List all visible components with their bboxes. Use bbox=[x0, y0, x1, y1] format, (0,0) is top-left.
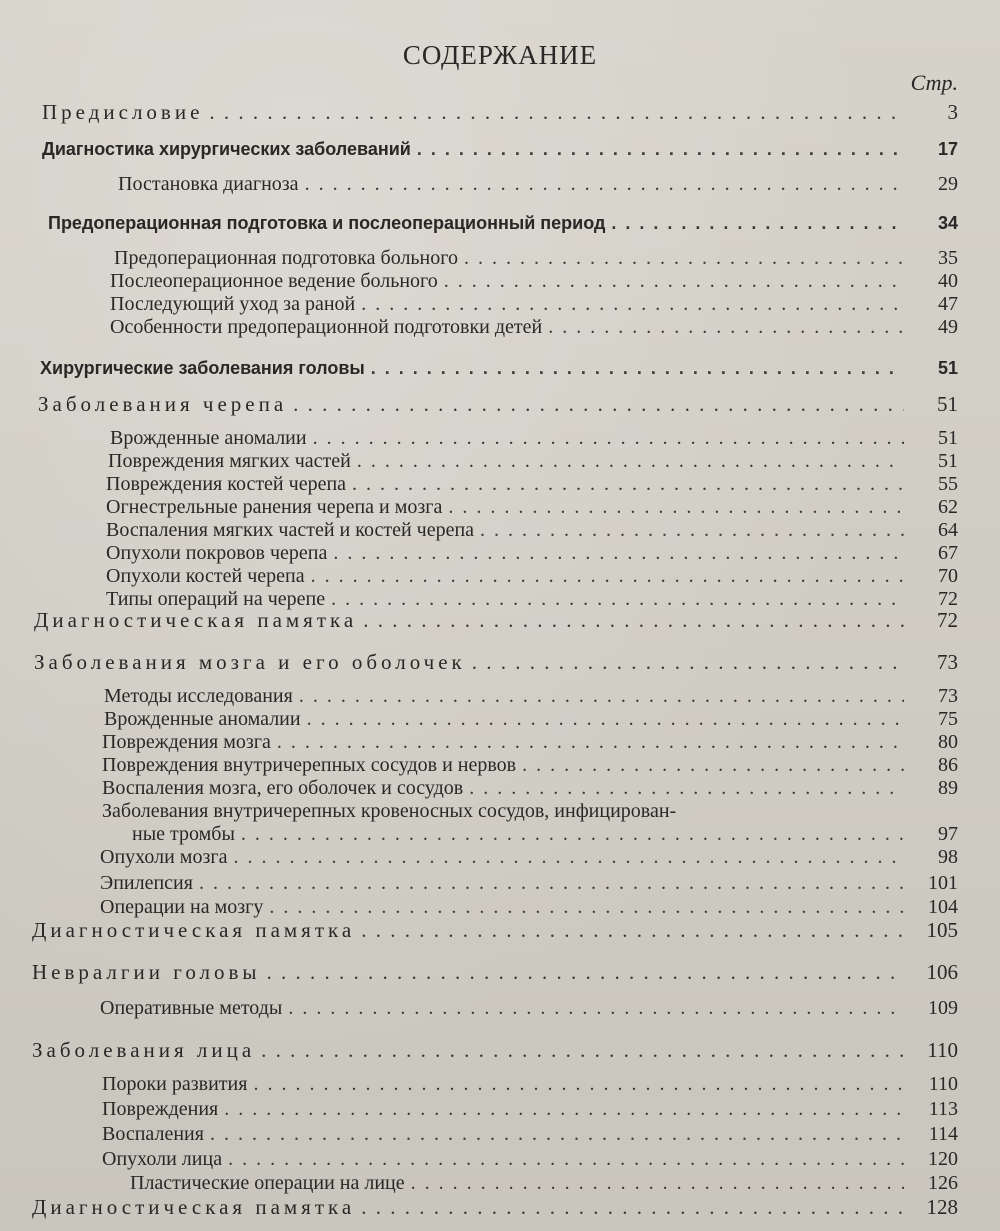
dot-leader bbox=[480, 518, 904, 542]
toc-entry bbox=[32, 1038, 958, 1062]
dot-leader bbox=[313, 426, 904, 450]
toc-entry-label: Особенности предоперационной подготовки детей bbox=[110, 316, 543, 338]
toc-entry bbox=[102, 776, 958, 800]
toc-entry-label: Пороки развития bbox=[102, 1073, 248, 1095]
toc-entry bbox=[104, 684, 958, 708]
toc-entry bbox=[42, 137, 958, 161]
dot-leader bbox=[417, 137, 904, 161]
toc-entry-page: 51 bbox=[937, 392, 958, 416]
toc-entry-page: 97 bbox=[938, 823, 958, 845]
toc-entry bbox=[106, 564, 958, 588]
dot-leader bbox=[522, 753, 904, 777]
toc-entry bbox=[102, 1147, 958, 1171]
toc-entry-label: Опухоли мозга bbox=[100, 846, 228, 868]
toc-entry-label: Операции на мозгу bbox=[100, 896, 264, 918]
toc-entry bbox=[114, 246, 958, 270]
toc-entry-label: Воспаления мозга, его оболочек и сосудов bbox=[102, 777, 464, 799]
toc-entry-page: 109 bbox=[928, 997, 958, 1019]
toc-entry-page: 17 bbox=[937, 139, 958, 159]
dot-leader bbox=[333, 541, 904, 565]
toc-entry-label: Опухоли лица bbox=[102, 1148, 223, 1170]
dot-leader bbox=[307, 707, 904, 731]
toc-entry-page: 72 bbox=[937, 608, 958, 632]
dot-leader bbox=[277, 730, 904, 754]
toc-entry-page: 80 bbox=[938, 731, 958, 753]
toc-entry-page: 47 bbox=[938, 293, 958, 315]
toc-entry bbox=[130, 1171, 958, 1195]
toc-entry bbox=[102, 1072, 958, 1096]
toc-entry bbox=[132, 822, 958, 846]
toc-entry bbox=[100, 871, 958, 895]
toc-entry bbox=[106, 541, 958, 565]
toc-entry-label: Предоперационная подготовка и послеоперационный период bbox=[48, 213, 606, 233]
toc-entry-page: 62 bbox=[938, 496, 958, 518]
toc-entry-page: 51 bbox=[938, 427, 958, 449]
toc-entry-label: Диагностическая памятка bbox=[32, 918, 356, 942]
dot-leader bbox=[299, 684, 904, 708]
toc-entry-label: Врожденные аномалии bbox=[104, 708, 301, 730]
dot-leader bbox=[472, 650, 904, 674]
dot-leader bbox=[361, 1195, 904, 1219]
toc-entry bbox=[102, 1097, 958, 1121]
toc-entry-page: 105 bbox=[926, 918, 958, 942]
toc-entry-page: 120 bbox=[928, 1148, 958, 1170]
toc-entry-page: 106 bbox=[926, 960, 958, 984]
toc-entry-label: Врожденные аномалии bbox=[110, 427, 307, 449]
toc-entry-page: 89 bbox=[938, 777, 958, 799]
toc-entry bbox=[100, 845, 958, 869]
toc-entry bbox=[34, 650, 958, 674]
toc-entry bbox=[38, 392, 958, 416]
dot-leader bbox=[199, 871, 904, 895]
toc-entry-page: 86 bbox=[938, 754, 958, 776]
toc-entry-page: 70 bbox=[938, 565, 958, 587]
dot-leader bbox=[253, 1072, 904, 1096]
toc-entry bbox=[32, 918, 958, 942]
toc-entry-label: Диагностическая памятка bbox=[34, 608, 358, 632]
toc-entry bbox=[42, 100, 958, 124]
toc-entry-page: 49 bbox=[938, 316, 958, 338]
toc-entry-label: Предоперационная подготовка больного bbox=[114, 247, 458, 269]
toc-title: СОДЕРЖАНИЕ bbox=[402, 40, 598, 70]
toc-entry-label: Типы операций на черепе bbox=[106, 588, 326, 610]
dot-leader bbox=[548, 315, 904, 339]
dot-leader bbox=[228, 1147, 904, 1171]
toc-entry-label: Пластические операции на лице bbox=[130, 1172, 405, 1194]
toc-entry bbox=[104, 707, 958, 731]
toc-entry-page: 110 bbox=[927, 1038, 958, 1062]
toc-entry-page: 29 bbox=[938, 173, 958, 195]
toc-entry-page: 73 bbox=[938, 685, 958, 707]
toc-entry-page: 67 bbox=[938, 542, 958, 564]
toc-entry-page: 51 bbox=[937, 358, 958, 378]
dot-leader bbox=[305, 172, 904, 196]
dot-leader bbox=[469, 776, 904, 800]
toc-entry bbox=[110, 292, 958, 316]
toc-entry bbox=[32, 1195, 958, 1219]
toc-entry-page: 101 bbox=[928, 872, 958, 894]
dot-leader bbox=[411, 1171, 904, 1195]
dot-leader bbox=[269, 895, 904, 919]
toc-entry-label: Заболевания черепа bbox=[38, 392, 288, 416]
toc-entry-label: Оперативные методы bbox=[100, 997, 283, 1019]
dot-leader bbox=[241, 822, 904, 846]
toc-entry bbox=[110, 269, 958, 293]
toc-entry-label: Заболевания внутричерепных кровеносных сосудов, инфицирован- bbox=[102, 800, 677, 822]
dot-leader bbox=[611, 211, 904, 235]
toc-entry-label: Предисловие bbox=[42, 100, 204, 124]
toc-entry-label: ные тромбы bbox=[132, 823, 235, 845]
toc-entry-page: 98 bbox=[938, 846, 958, 868]
toc-entry-label: Невралгии головы bbox=[32, 960, 261, 984]
toc-entry-page: 73 bbox=[937, 650, 958, 674]
dot-leader bbox=[311, 564, 904, 588]
toc-entry bbox=[32, 960, 958, 984]
toc-entry bbox=[110, 426, 958, 450]
toc-entry-label: Повреждения внутричерепных сосудов и нервов bbox=[102, 754, 517, 776]
toc-entry-page: 72 bbox=[938, 588, 958, 610]
toc-entry-page: 40 bbox=[938, 270, 958, 292]
dot-leader bbox=[357, 449, 904, 473]
toc-entry-wrapped-line bbox=[102, 799, 676, 823]
toc-entry bbox=[102, 1122, 958, 1146]
toc-entry bbox=[106, 518, 958, 542]
toc-entry-label: Опухоли покровов черепа bbox=[106, 542, 328, 564]
toc-entry-label: Воспаления bbox=[102, 1123, 204, 1145]
toc-entry-page: 110 bbox=[928, 1073, 958, 1095]
dot-leader bbox=[464, 246, 904, 270]
toc-entry bbox=[100, 996, 958, 1020]
toc-entry-page: 114 bbox=[928, 1123, 958, 1145]
toc-entry-label: Методы исследования bbox=[104, 685, 293, 707]
dot-leader bbox=[233, 845, 904, 869]
toc-entry-label: Повреждения мягких частей bbox=[108, 450, 351, 472]
toc-entry-label: Заболевания лица bbox=[32, 1038, 256, 1062]
page-column-header: Стр. bbox=[910, 70, 958, 95]
dot-leader bbox=[267, 960, 904, 984]
toc-entry-label: Постановка диагноза bbox=[118, 173, 299, 195]
dot-leader bbox=[361, 918, 904, 942]
toc-entry-page: 128 bbox=[926, 1195, 958, 1219]
dot-leader bbox=[210, 1122, 904, 1146]
dot-leader bbox=[293, 392, 904, 416]
dot-leader bbox=[448, 495, 904, 519]
dot-leader bbox=[261, 1038, 904, 1062]
toc-entry bbox=[108, 449, 958, 473]
dot-leader bbox=[363, 608, 904, 632]
toc-entry bbox=[106, 495, 958, 519]
toc-entry-label: Последующий уход за раной bbox=[110, 293, 356, 315]
toc-entry bbox=[102, 730, 958, 754]
toc-entry bbox=[100, 895, 958, 919]
toc-entry-label: Диагностическая памятка bbox=[32, 1195, 356, 1219]
toc-entry-label: Повреждения мозга bbox=[102, 731, 271, 753]
toc-entry-page: 34 bbox=[937, 213, 958, 233]
toc-entry bbox=[110, 315, 958, 339]
dot-leader bbox=[444, 269, 904, 293]
toc-entry-label: Заболевания мозга и его оболочек bbox=[34, 650, 466, 674]
toc-entry-page: 3 bbox=[947, 100, 958, 124]
toc-entry-page: 64 bbox=[938, 519, 958, 541]
toc-entry-label: Эпилепсия bbox=[100, 872, 193, 894]
toc-entry-page: 113 bbox=[928, 1098, 958, 1120]
toc-entry-label: Хирургические заболевания головы bbox=[40, 358, 365, 378]
toc-entry-label: Диагностика хирургических заболеваний bbox=[42, 139, 411, 159]
toc-entry bbox=[48, 211, 958, 235]
toc-entry-label: Послеоперационное ведение больного bbox=[110, 270, 438, 292]
dot-leader bbox=[361, 292, 904, 316]
toc-entry-page: 126 bbox=[928, 1172, 958, 1194]
dot-leader bbox=[224, 1097, 904, 1121]
toc-entry-page: 51 bbox=[938, 450, 958, 472]
dot-leader bbox=[371, 356, 904, 380]
toc-entry-label: Повреждения bbox=[102, 1098, 219, 1120]
toc-entry-page: 55 bbox=[938, 473, 958, 495]
dot-leader bbox=[352, 472, 904, 496]
toc-entry-page: 104 bbox=[928, 896, 958, 918]
toc-entry bbox=[34, 608, 958, 632]
toc-entry-label: Повреждения костей черепа bbox=[106, 473, 347, 495]
toc-entry-label: Огнестрельные ранения черепа и мозга bbox=[106, 496, 443, 518]
toc-entry-label: Опухоли костей черепа bbox=[106, 565, 305, 587]
toc-entry bbox=[118, 172, 958, 196]
dot-leader bbox=[209, 100, 904, 124]
toc-entry bbox=[106, 472, 958, 496]
dot-leader bbox=[288, 996, 904, 1020]
toc-entry bbox=[40, 356, 958, 380]
toc-entry-page: 75 bbox=[938, 708, 958, 730]
toc-entry-page: 35 bbox=[938, 247, 958, 269]
toc-entry bbox=[102, 753, 958, 777]
toc-entry-label: Воспаления мягких частей и костей черепа bbox=[106, 519, 475, 541]
